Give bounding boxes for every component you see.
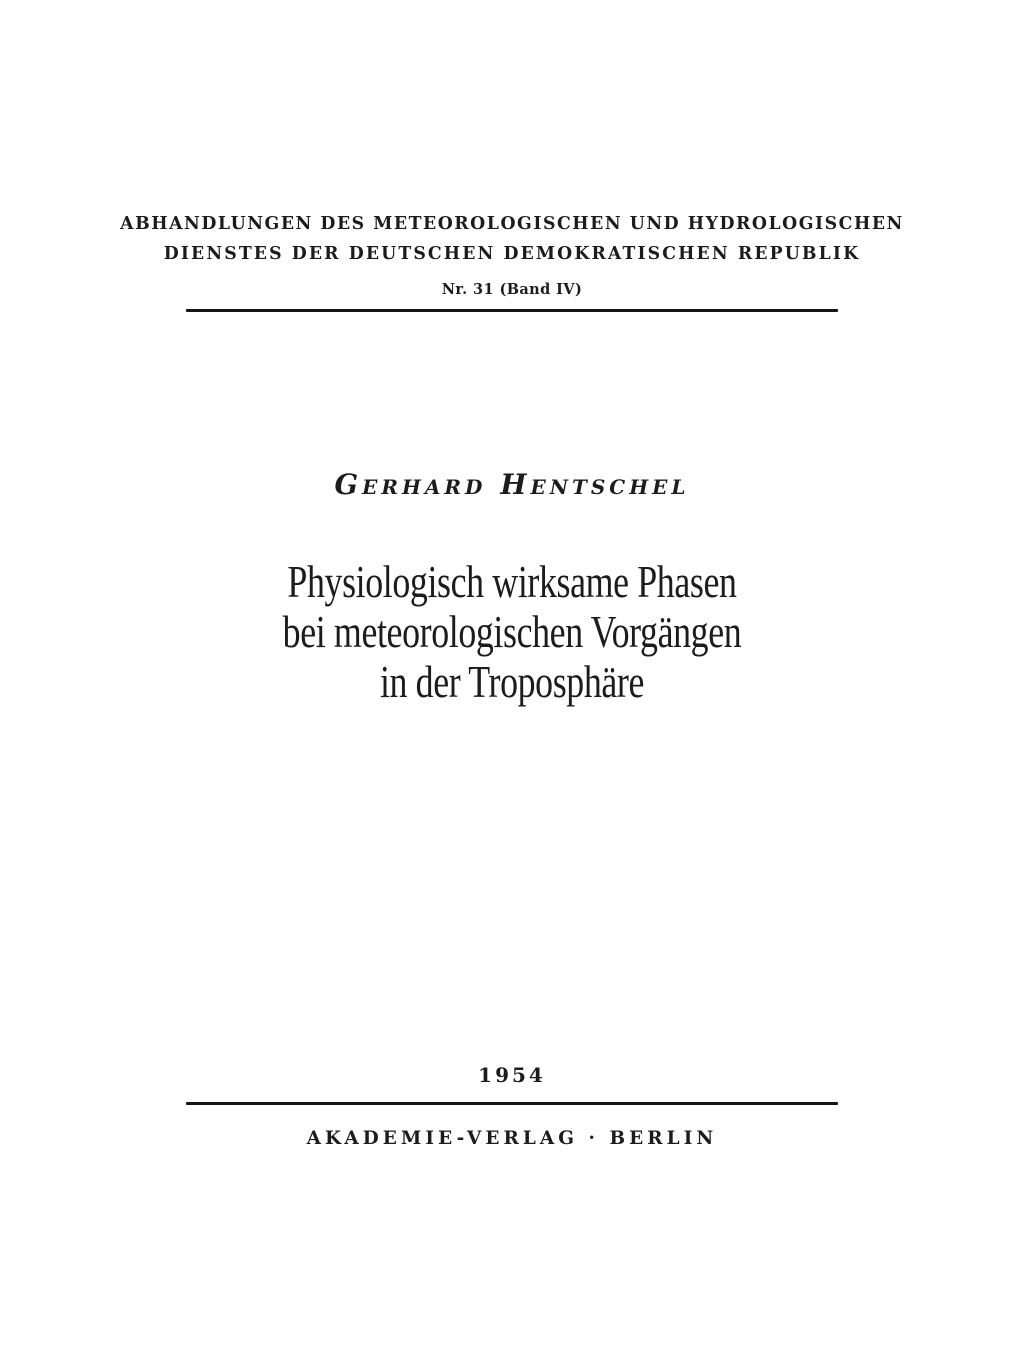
author-last-name: HENTSCHEL — [500, 468, 690, 501]
author-name — [0, 468, 1024, 501]
top-divider-rule — [186, 309, 838, 312]
book-title-line3: in der Troposphäre — [379, 656, 645, 707]
book-title — [0, 557, 1024, 707]
publisher-name: AKADEMIE-VERLAG · BERLIN — [306, 1127, 718, 1149]
series-title-line1: ABHANDLUNGEN DES METEOROLOGISCHEN UND HYDROLOGISCHEN — [120, 213, 904, 234]
author-first-name: GERHARD — [334, 468, 487, 501]
series-title-line2: DIENSTES DER DEUTSCHEN DEMOKRATISCHEN REPUBLIK — [163, 243, 861, 264]
bottom-divider-rule — [186, 1102, 838, 1105]
book-title-line2: bei meteorologischen Vorgängen — [282, 606, 742, 657]
publication-year: 1954 — [478, 1063, 546, 1087]
book-title-line1: Physiologisch wirksame Phasen — [287, 556, 737, 607]
series-issue-number: Nr. 31 (Band IV) — [441, 281, 583, 298]
